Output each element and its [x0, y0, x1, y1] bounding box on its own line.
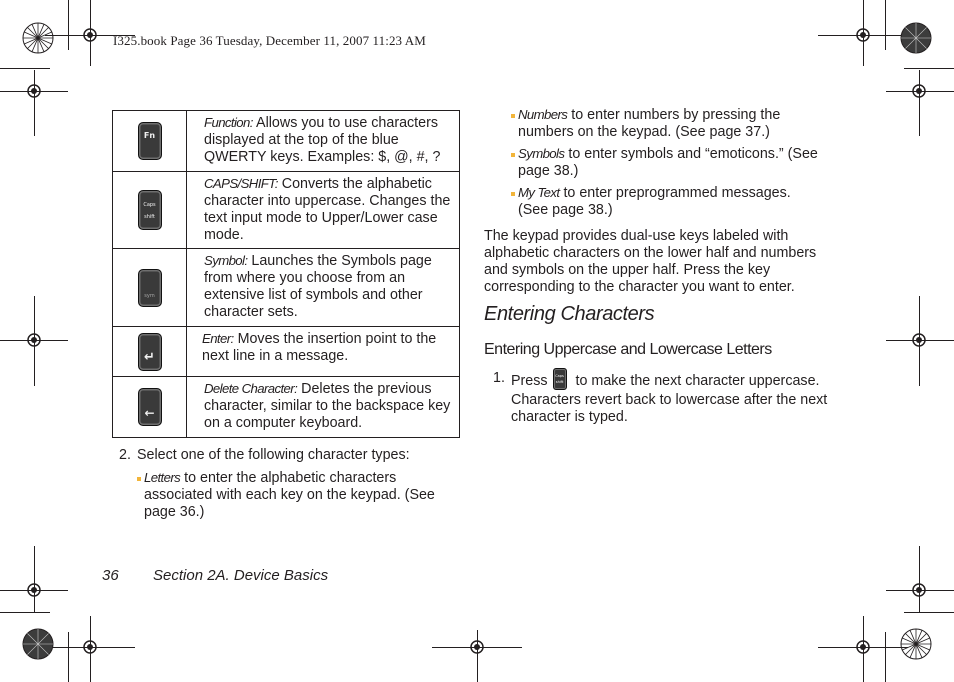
crop-mark: [885, 632, 886, 682]
registration-mark-icon: [910, 581, 928, 599]
registration-mark-icon: [468, 638, 486, 656]
registration-mark-icon: [910, 331, 928, 349]
registration-mark-icon: [81, 638, 99, 656]
step-2-text: Select one of the following character types:: [137, 447, 410, 463]
bullet-symbols: Symbols to enter symbols and “emoticons.” (See page 38.): [518, 146, 818, 179]
key-description: CAPS/SHIFT: Converts the alphabetic character into uppercase. Changes the text input mode to Upper/Lower case mode.: [187, 172, 460, 249]
page-number: 36: [102, 567, 119, 584]
key-icon-cell: [113, 111, 187, 172]
color-wheel-icon: [900, 628, 932, 660]
step-1-text: Press Caps shift to make the next character uppercase. Characters revert back to lowercase after the next character is typed.: [511, 370, 833, 426]
registration-mark-icon: [25, 581, 43, 599]
delete-key-icon: ←: [138, 388, 162, 426]
enter-key-icon: ↵: [138, 333, 162, 371]
color-bar-icon: [900, 22, 932, 54]
key-icon-cell: [113, 327, 187, 377]
section-footer: Section 2A. Device Basics: [153, 567, 329, 584]
key-description: Enter: Moves the insertion point to the next line in a message.: [187, 327, 460, 377]
print-header-stamp: I325.book Page 36 Tuesday, December 11, 2007 11:23 AM: [113, 33, 426, 48]
crop-mark: [0, 68, 50, 69]
crop-mark: [919, 546, 920, 612]
subsection-heading: Entering Uppercase and Lowercase Letters: [484, 341, 772, 358]
caps-shift-key-icon: Caps shift: [138, 190, 162, 230]
step-1-number: 1.: [493, 370, 505, 386]
crop-mark: [885, 0, 886, 50]
table-row: [113, 249, 460, 327]
fn-key-icon: Fn: [138, 122, 162, 160]
key-description: Symbol: Launches the Symbols page from where you choose from an extensive list of symbols and other character sets.: [187, 249, 460, 327]
color-wheel-icon: [22, 22, 54, 54]
registration-mark-icon: [25, 331, 43, 349]
crop-mark: [68, 0, 69, 50]
crop-mark: [904, 68, 954, 69]
caps-shift-key-icon: Caps shift: [553, 368, 567, 390]
step-2-number: 2.: [119, 447, 131, 463]
crop-mark: [919, 70, 920, 136]
bullet-icon: [511, 153, 515, 157]
key-icon-cell: [113, 172, 187, 249]
section-heading: Entering Characters: [484, 303, 655, 325]
table-row: [113, 172, 460, 249]
keypad-paragraph: The keypad provides dual-use keys labeled with alphabetic characters on the lower half and numbers and symbols on the upper half. Press the key corresponding to the character you want to enter.: [484, 228, 817, 295]
crop-mark: [904, 612, 954, 613]
crop-mark: [68, 632, 69, 682]
color-bar-icon: [22, 628, 54, 660]
registration-mark-icon: [854, 26, 872, 44]
crop-mark: [34, 546, 35, 612]
key-description: Function: Allows you to use characters displayed at the top of the blue QWERTY keys. Examples: $, @, #, ?: [187, 111, 460, 172]
registration-mark-icon: [854, 638, 872, 656]
sym-key-icon: sym: [138, 269, 162, 307]
table-row: [113, 111, 460, 172]
crop-mark: [0, 612, 50, 613]
bullet-icon: [511, 192, 515, 196]
bullet-letters: Letters to enter the alphabetic characters associated with each key on the keypad. (See page 36.): [144, 470, 435, 520]
crop-mark: [34, 70, 35, 136]
key-icon-cell: [113, 377, 187, 438]
registration-mark-icon: [25, 82, 43, 100]
key-function-table: [112, 110, 460, 438]
bullet-my-text: My Text to enter preprogrammed messages. (See page 38.): [518, 185, 791, 218]
bullet-icon: [511, 114, 515, 118]
registration-mark-icon: [81, 26, 99, 44]
key-icon-cell: [113, 249, 187, 327]
key-description: Delete Character: Deletes the previous character, similar to the backspace key on a computer keyboard.: [187, 377, 460, 438]
registration-mark-icon: [910, 82, 928, 100]
table-row: [113, 327, 460, 377]
table-row: [113, 377, 460, 438]
bullet-icon: [137, 477, 141, 481]
bullet-numbers: Numbers to enter numbers by pressing the numbers on the keypad. (See page 37.): [518, 107, 781, 140]
